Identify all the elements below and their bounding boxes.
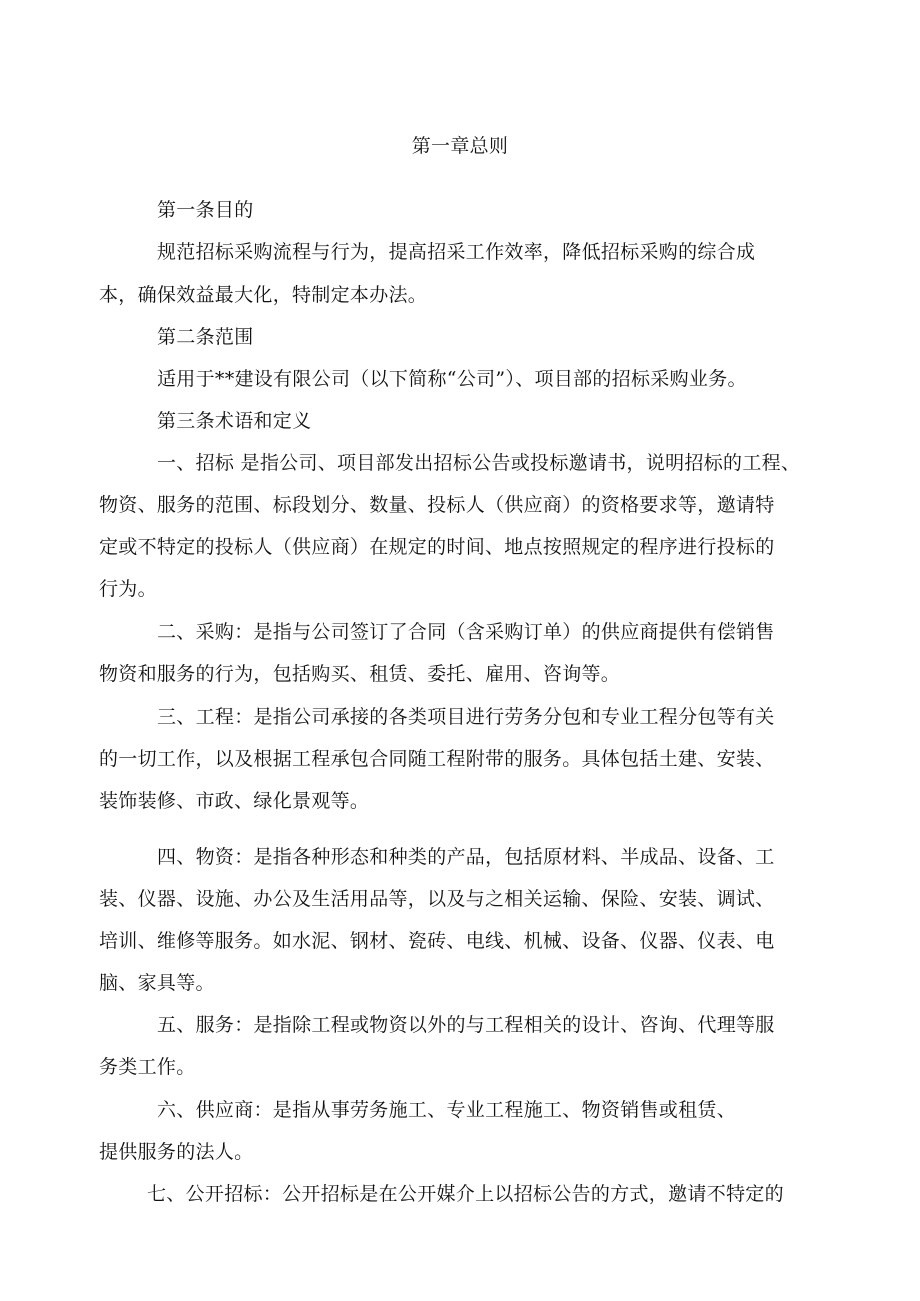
def6-line-1: 六、供应商：是指从事劳务施工、专业工程施工、物资销售或租赁、 xyxy=(157,1099,737,1121)
def1-line-1: 一、招标 是指公司、项目部发出招标公告或投标邀请书，说明招标的工程、 xyxy=(157,452,801,474)
def6-line-2: 提供服务的法人。 xyxy=(99,1141,254,1163)
article1-line-1: 规范招标采购流程与行为，提高招采工作效率，降低招标采购的综合成 xyxy=(157,241,756,263)
def1-line-4: 行为。 xyxy=(99,578,157,600)
chapter-title: 第一章总则 xyxy=(411,135,509,157)
def4-line-2: 装、仪器、设施、办公及生活用品等，以及与之相关运输、保险、安装、调试、 xyxy=(99,888,775,910)
def4-line-3: 培训、维修等服务。如水泥、钢材、瓷砖、电线、机械、设备、仪器、仪表、电 xyxy=(99,930,775,952)
def3-line-2: 的一切工作，以及根据工程承包合同随工程附带的服务。具体包括土建、安装、 xyxy=(99,748,775,770)
def3-line-3: 装饰装修、市政、绿化景观等。 xyxy=(99,790,370,812)
def1-line-3: 定或不特定的投标人（供应商）在规定的时间、地点按照规定的程序进行投标的 xyxy=(99,536,775,558)
def5-line-2: 务类工作。 xyxy=(99,1056,196,1078)
def2-line-2: 物资和服务的行为，包括购买、租赁、委托、雇用、咨询等。 xyxy=(99,663,621,685)
article1-heading: 第一条目的 xyxy=(157,199,254,221)
def1-line-2: 物资、服务的范围、标段划分、数量、投标人（供应商）的资格要求等，邀请特 xyxy=(99,494,775,516)
article3-heading: 第三条术语和定义 xyxy=(157,410,312,432)
article2-heading: 第二条范围 xyxy=(157,326,254,348)
def7-line-1: 七、公开招标：公开招标是在公开媒介上以招标公告的方式，邀请不特定的 xyxy=(147,1183,784,1205)
def4-line-1: 四、物资：是指各种形态和种类的产品，包括原材料、半成品、设备、工 xyxy=(157,846,775,868)
def4-line-4: 脑、家具等。 xyxy=(99,972,215,994)
def2-line-1: 二、采购：是指与公司签订了合同（含采购订单）的供应商提供有偿销售 xyxy=(157,621,775,643)
def3-line-1: 三、工程：是指公司承接的各类项目进行劳务分包和专业工程分包等有关 xyxy=(157,706,775,728)
article2-line-1: 适用于**建设有限公司（以下简称“公司”）、项目部的招标采购业务。 xyxy=(157,368,747,390)
article1-line-2: 本，确保效益最大化，特制定本办法。 xyxy=(99,284,428,306)
def5-line-1: 五、服务：是指除工程或物资以外的与工程相关的设计、咨询、代理等服 xyxy=(157,1014,775,1036)
